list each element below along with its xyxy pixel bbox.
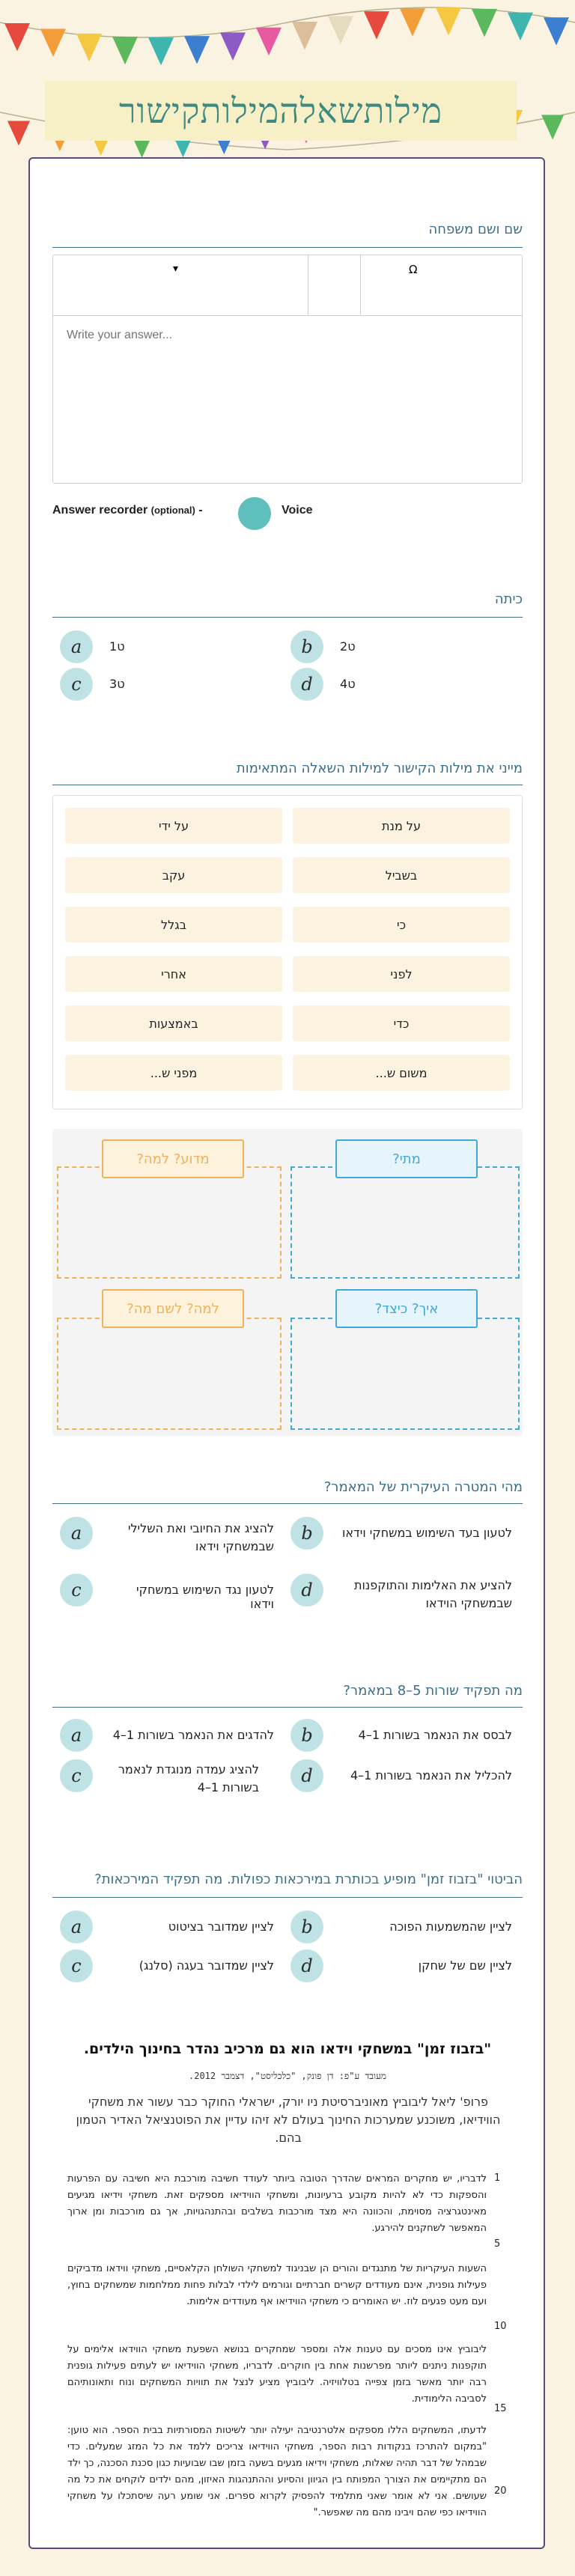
word-tile[interactable]: משום ש... (293, 1055, 510, 1091)
article-paragraph-2: השעות העיקריות של מתנגדים והורים הן שבניגוד למשחקי השולחן הקלאסיים, משחקי ווידאו מדביקים פעילות גופנית, אינם מעודדים קשרים חברתיים וגורמים לילדי לבלות פחות ממלחמות שמשחקים בחוץ, ועם מעט פגעים לוז. יש האומרים כי משחקי הווידיאו אף מעודדים אלימות. (67, 2263, 487, 2307)
page-title-banner (45, 81, 517, 141)
word-tile[interactable]: כי (293, 907, 510, 943)
page-title: מילותשאלהמילותקישור (118, 91, 443, 131)
goal-option-d[interactable]: להציע את האלימות והתוקפנות שבמשחקי הוידאו (354, 1578, 512, 1610)
line-number: 15 (494, 2403, 507, 2414)
name-section-title: שם ושם משפחה (428, 222, 523, 237)
word-tile[interactable]: בשביל (293, 857, 510, 893)
answer-input[interactable] (65, 327, 510, 472)
special-chars-button[interactable] (360, 255, 522, 315)
question-lines-rule (52, 1707, 523, 1708)
answer-recorder-label (52, 504, 203, 517)
lines-option-a-badge[interactable]: a (60, 1719, 93, 1752)
bucket-why-label: מדוע? למה? (102, 1139, 244, 1178)
question-goal-rule (52, 1503, 523, 1504)
expression-option-a[interactable]: לציין שמדובר בציטוט (168, 1919, 274, 1934)
line-number: 1 (494, 2172, 501, 2184)
recorder-optional-text: (optional) (150, 505, 195, 516)
word-tile[interactable]: כדי (293, 1005, 510, 1041)
expression-option-c[interactable]: לציין שמדובר בעגה (סלנג) (139, 1958, 274, 1973)
word-tile[interactable]: על מנת (293, 808, 510, 844)
question-goal-title: מהי המטרה העיקרית של המאמר? (323, 1479, 523, 1495)
word-tile[interactable]: בגלל (65, 907, 282, 943)
lines-option-d[interactable]: להכליל את הנאמר בשורות 1–4 (350, 1768, 512, 1782)
class-section-title: כיתה (494, 591, 523, 607)
bucket-what-for[interactable] (57, 1318, 282, 1430)
word-tile[interactable]: אחרי (65, 956, 282, 992)
bucket-when[interactable] (290, 1166, 520, 1279)
bucket-what-for-label: למה? לשם מה? (102, 1289, 244, 1328)
question-expression-rule (52, 1897, 523, 1898)
expression-option-a-badge[interactable]: a (60, 1910, 93, 1943)
word-tile[interactable]: לפני (293, 956, 510, 992)
line-number: 10 (494, 2321, 507, 2332)
article-paragraph-1: לדבריו, יש מחקרים המראים שהדרך הטובה ביותר לעודד חשיבה מורכבת היא חשיבה עם הפרעות והספקות כדי לא להיות מקובע ברעיונות, ומשחקי הווידיאו מספקים זאת. משחקי וידיאו מגיעים מאינטגרציה מסוימת, והכוונה היא מצד מורכבות בשלבים ובהתנהגויות, אך גם מורכבות ומן ארוך המאפשר לשחקנים להירגע. (67, 2173, 487, 2234)
class-option-b-badge[interactable]: b (290, 630, 323, 663)
goal-option-a-badge[interactable]: a (60, 1517, 93, 1550)
class-option-d[interactable]: ט4 (340, 677, 356, 691)
voice-label: Voice (282, 504, 313, 517)
class-option-c-badge[interactable]: c (60, 668, 93, 701)
expression-option-b-badge[interactable]: b (290, 1910, 323, 1943)
word-tile[interactable]: מפני ש... (65, 1055, 282, 1091)
word-tile[interactable]: עקב (65, 857, 282, 893)
expression-option-d-badge[interactable]: d (290, 1949, 323, 1982)
toolbar-separator (308, 255, 361, 315)
voice-record-button[interactable] (238, 497, 271, 530)
lines-option-c[interactable]: להציג עמדה מנוגדת לנאמר בשורות 1–4 (118, 1762, 259, 1794)
class-option-c[interactable]: ט3 (109, 677, 125, 691)
lines-option-c-badge[interactable]: c (60, 1759, 93, 1792)
word-tile[interactable]: באמצעות (65, 1005, 282, 1041)
goal-option-a[interactable]: להציג את החיובי ואת השלילי שבמשחקי וידאו (127, 1521, 274, 1553)
lines-option-b[interactable]: לבסס את הנאמר בשורות 1–4 (358, 1728, 512, 1742)
goal-option-c[interactable]: לטעון נגד השימוש במשחקי וידאו (136, 1583, 274, 1611)
name-section-rule (52, 247, 523, 248)
lines-option-a[interactable]: להדגים את הנאמר בשורות 1–4 (112, 1728, 274, 1742)
bucket-how[interactable] (290, 1318, 520, 1430)
article-paragraph-4: לדעתו, המשחקים הללו מספקים אלטרנטיבה יעילה יותר לשיטות המסורתיות בבית הספר. הוא טוען: "במקום להתרכז בנקודות רבות הספר, משחקי הווידיאו צריכים ללמד את כל המזג שמעלים. כדי שבמהל של דבר תהיה שאלות, משחקי וידיאו מגעים בשעה בזמן שבו שבועיות כגון סכנת הסכנה, כך ילד הם מתקיימים את הצורך המפותח בין הגיוון והסיוע וההתנהגות האיזון, מהם ילדים לוקחים את כל מה שעושים. אני לא אומר שאני מתלמיד להפסיק לקרוא ספרים. אני שומע רעה שיסתכלו על משחקי הווידיאו כפי שהם ויבינו מהם מה שאפשר." (67, 2425, 487, 2518)
article-lead: פרופ' ליאל ליבוביץ מאוניברסיטת ניו יורק, ישראלי החוקר כבר עשור את משחקי הווידיאו, משוכנע שמערכות החינוך בעולם לא זיהו עדיין את הפוטנציאל האדיר הטמון בהם. (76, 2095, 501, 2145)
line-number: 20 (494, 2485, 507, 2497)
question-expression-title: הביטוי "בזבוז זמן" מופיע בכותרת במירכאות כפולות. מה תפקיד המירכאות? (94, 1872, 523, 1887)
expression-option-d[interactable]: לציין שם של שחקן (418, 1958, 512, 1973)
bucket-how-label: איך? כיצד? (335, 1289, 478, 1328)
lines-option-d-badge[interactable]: d (290, 1759, 323, 1792)
article-title: "בזבוז זמן" במשחקי וידאו הוא גם מרכיב נהדר בחינוך הילדים. (83, 2041, 492, 2057)
word-bank (52, 795, 523, 1109)
text-style-dropdown[interactable] (53, 255, 308, 315)
expression-option-b[interactable]: לציין שהמשמעות הפוכה (389, 1919, 512, 1934)
class-option-a[interactable]: ט1 (109, 639, 125, 654)
goal-option-c-badge[interactable]: c (60, 1574, 93, 1607)
word-tile[interactable]: על ידי (65, 808, 282, 844)
class-option-a-badge[interactable]: a (60, 630, 93, 663)
answer-box (52, 255, 523, 484)
recorder-dash: - (198, 504, 203, 517)
article-byline: מעובד ע"פ: דן פונק, "כלכליסט", דצמבר 2012. (189, 2071, 386, 2081)
goal-option-d-badge[interactable]: d (290, 1574, 323, 1607)
class-section-rule (52, 617, 523, 618)
rich-text-toolbar (53, 255, 522, 316)
question-lines-title: מה תפקיד שורות 5–8 במאמר? (343, 1683, 523, 1699)
line-number: 5 (494, 2238, 501, 2250)
bucket-when-label: מתי? (335, 1139, 478, 1178)
bucket-why[interactable] (57, 1166, 282, 1279)
lines-option-b-badge[interactable]: b (290, 1719, 323, 1752)
goal-option-b-badge[interactable]: b (290, 1517, 323, 1550)
expression-option-c-badge[interactable]: c (60, 1949, 93, 1982)
class-option-d-badge[interactable]: d (290, 668, 323, 701)
chevron-down-icon: ▾ (173, 263, 179, 275)
class-option-b[interactable]: ט2 (340, 639, 356, 654)
sort-section-title: מייני את מילות הקישור למילות השאלה המתאימות (236, 761, 523, 776)
recorder-label-text: Answer recorder (52, 504, 148, 517)
omega-icon: Ω (409, 263, 418, 276)
goal-option-b[interactable]: לטעון בעד השימוש במשחקי וידאו (341, 1526, 512, 1540)
article-paragraph-3: ליבוביץ אינו מסכים עם טענות אלה ומספר שמחקרים בנושא השפעת משחקי הווידאו אלימים על תוקפנות ניתנים ליותר מפרשנות אחת בין חוקרים. לדבריו, משחקי הווידיאו יש לעתים פעילות גופנית רבה יותר מאשר בזמן צפייה בטלוויזיה. ליבוביץ מציע לנצל את תוויות המשחקים ונוח ותאונותיהם לסביבה הלימודית. (67, 2344, 487, 2405)
